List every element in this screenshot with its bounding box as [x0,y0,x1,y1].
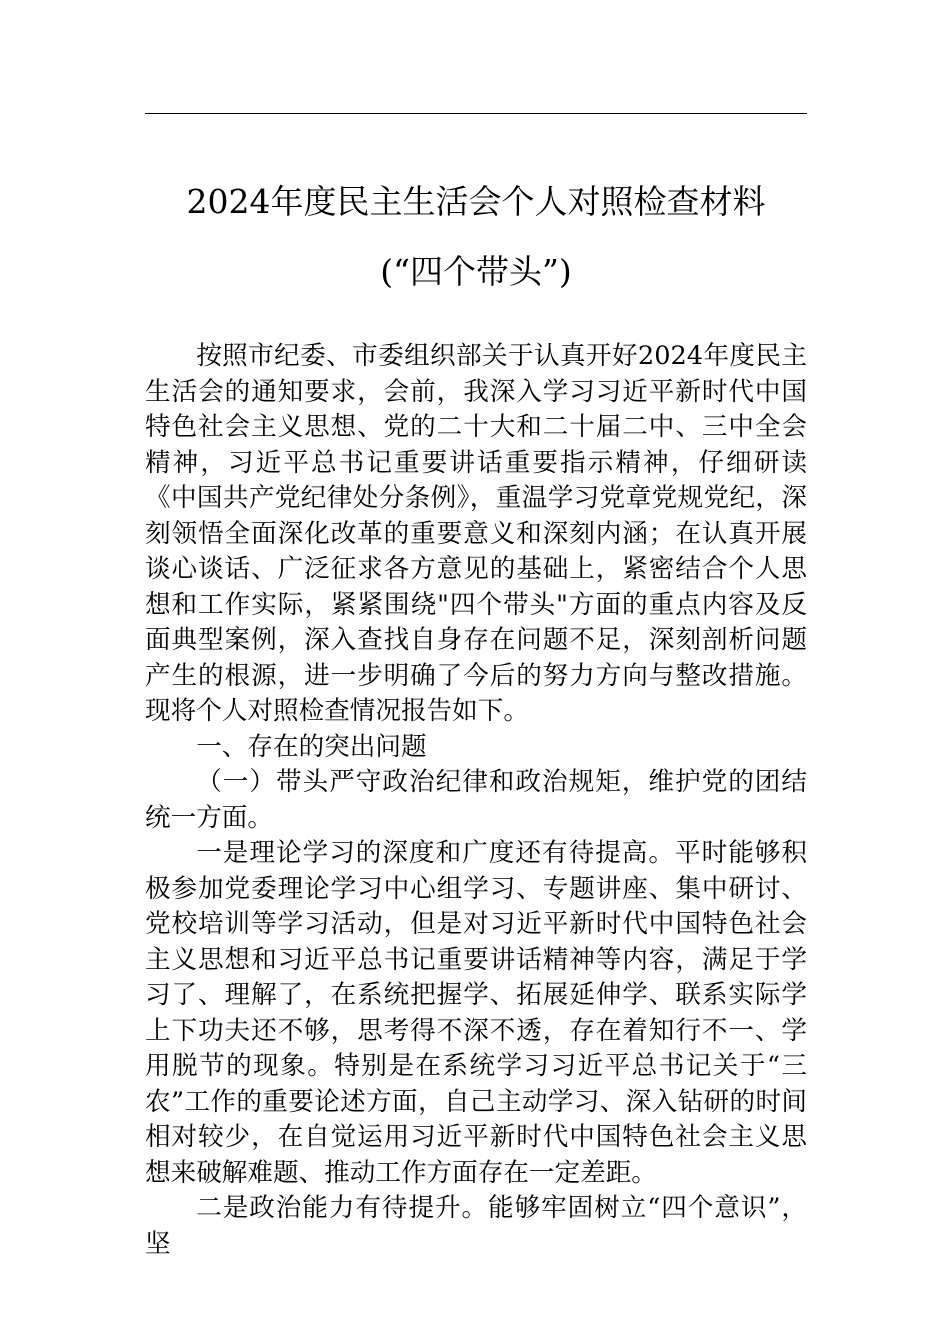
intro-paragraph: 按照市纪委、市委组织部关于认真开好2024年度民主生活会的通知要求，会前，我深入学习习近平新时代中国特色社会主义思想、党的二十大和二十届二中、三中全会精神，习近平总书记重要讲话重要指示精神，仔细研读《中国共产党纪律处分条例》，重温学习党章党规党纪，深刻领悟全面深化改革的重要意义和深刻内涵；在认真开展谈心谈话、广泛征求各方意见的基础上，紧密结合个人思想和工作实际，紧紧围绕"四个带头"方面的重点内容及反面典型案例，深入查找自身存在问题不足，深刻剖析问题产生的根源，进一步明确了今后的努力方向与整改措施。现将个人对照检查情况报告如下。 [145,341,807,726]
document-title: 2024年度民主生活会个人对照检查材料 [186,182,766,221]
section-heading: 一、存在的突出问题 [196,731,427,762]
header-rule [145,113,807,114]
document-body [145,339,807,1262]
body-paragraph: 二是政治能力有待提升。能够牢固树立“四个意识”，坚 [145,1193,807,1259]
subsection-heading: （一）带头严守政治纪律和政治规矩，维护党的团结统一方面。 [145,767,807,833]
body-paragraph: 一是理论学习的深度和广度还有待提高。平时能够积极参加党委理论学习中心组学习、专题讲座、集中研讨、党校培训等学习活动，但是对习近平新时代中国特色社会主义思想和习近平总书记重要讲话精神等内容，满足于学习了、理解了，在系统把握学、拓展延伸学、联系实际学上下功夫还不够，思考得不深不透，存在着知行不一、学用脱节的现象。特别是在系统学习习近平总书记关于“三农”工作的重要论述方面，自己主动学习、深入钻研的时间相对较少，在自觉运用习近平新时代中国特色社会主义思想来破解难题、推动工作方面存在一定差距。 [145,838,807,1188]
document-subtitle: (“四个带头”) [380,252,572,291]
